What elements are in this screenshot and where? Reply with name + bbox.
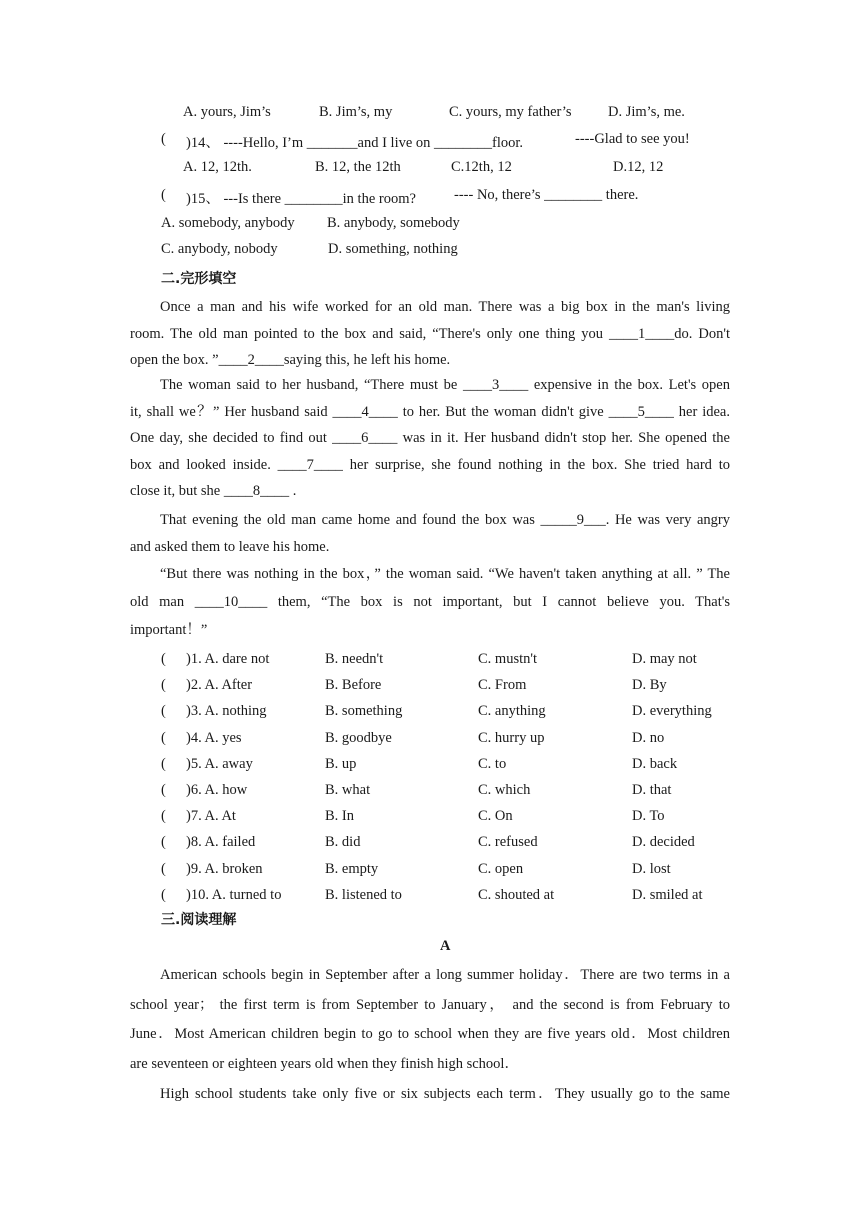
q13-option-c: C. yours, my father’s xyxy=(449,104,572,120)
cloze-option-row xyxy=(0,882,860,908)
option-b: B. Before xyxy=(325,677,382,694)
q13-option-b: B. Jim’s, my xyxy=(319,104,393,120)
text-line: and asked them to leave his home. xyxy=(130,538,330,555)
cloze-option-row xyxy=(0,777,860,803)
text-line: important！” xyxy=(130,622,208,638)
option-d: D. By xyxy=(632,677,667,694)
option-d: D. To xyxy=(632,808,665,825)
option-c: C. hurry up xyxy=(478,729,545,746)
q14-option-c: C.12th, 12 xyxy=(451,159,512,175)
option-paren: ( xyxy=(161,651,166,667)
text-line: The woman said to her husband, “There must be ____3____ expensive in the box. Let's open xyxy=(160,377,730,393)
text-line: One day, she decided to find out ____6____ was in it. Her husband didn't stop her. She opened the xyxy=(130,430,730,446)
option-paren: ( xyxy=(161,808,166,825)
option-b: B. up xyxy=(325,755,357,772)
option-c: C. mustn't xyxy=(478,651,538,667)
option-b: B. goodbye xyxy=(325,729,392,746)
q15-paren: ( xyxy=(161,187,166,203)
cloze-option-row xyxy=(0,646,860,672)
option-c: C. to xyxy=(478,755,507,772)
option-b: B. listened to xyxy=(325,886,402,903)
option-a: )8. A. failed xyxy=(186,834,256,851)
text-line: box and looked inside. ____7____ her surprise, she found nothing in the box. She tried hard to xyxy=(130,456,730,473)
option-c: C. anything xyxy=(478,703,546,720)
option-d: D. lost xyxy=(632,860,671,877)
option-paren: ( xyxy=(161,677,166,694)
cloze-option-row xyxy=(0,672,860,698)
q15-option-d: D. something, nothing xyxy=(328,241,458,257)
option-d: D. everything xyxy=(632,703,712,720)
cloze-heading: 二.完形填空 xyxy=(161,271,237,287)
cloze-option-row xyxy=(0,803,860,829)
text-line: school year； the first term is from September to January， and the second is from February to xyxy=(130,996,730,1013)
q13-option-a: A. yours, Jim’s xyxy=(183,104,271,120)
q14-option-d: D.12, 12 xyxy=(613,159,664,175)
option-a: )10. A. turned to xyxy=(186,886,282,903)
reading-paragraph-1 xyxy=(130,961,730,1079)
cloze-paragraph-1 xyxy=(130,294,730,374)
option-a: )6. A. how xyxy=(186,782,248,798)
option-a: )1. A. dare not xyxy=(186,651,270,667)
option-d: D. smiled at xyxy=(632,886,703,903)
option-d: D. may not xyxy=(632,651,697,667)
text-line: are seventeen or eighteen years old when they finish high school． xyxy=(130,1055,519,1072)
text-line: open the box. ”____2____saying this, he left his home. xyxy=(130,352,451,368)
text-line: close it, but she ____8____ . xyxy=(130,483,297,499)
cloze-paragraph-3 xyxy=(130,507,730,560)
option-paren: ( xyxy=(161,782,166,798)
option-a: )3. A. nothing xyxy=(186,703,267,720)
q14-stem: )14、 ----Hello, I’m _______and I live on ________floor. xyxy=(186,135,524,151)
option-d: D. decided xyxy=(632,834,695,851)
text-line: room. The old man pointed to the box and said, “There's only one thing you ____1____do. Don't xyxy=(130,325,730,342)
text-line: “But there was nothing in the box，” the woman said. “We haven't taken anything at all. ” The xyxy=(160,566,730,582)
option-b: B. In xyxy=(325,808,354,825)
option-a: )9. A. broken xyxy=(186,860,263,877)
text-line: American schools begin in September after a long summer holiday．There are two terms in a xyxy=(160,967,730,983)
option-paren: ( xyxy=(161,860,166,877)
cloze-option-row xyxy=(0,751,860,777)
option-a: )7. A. At xyxy=(186,808,236,825)
q14-reply: ----Glad to see you! xyxy=(575,131,690,147)
cloze-paragraph-4 xyxy=(130,560,730,644)
option-b: B. what xyxy=(325,782,371,798)
option-d: D. that xyxy=(632,782,672,798)
option-c: C. which xyxy=(478,782,531,798)
option-c: C. refused xyxy=(478,834,538,851)
cloze-option-row xyxy=(0,829,860,855)
option-paren: ( xyxy=(161,755,166,772)
q15-option-c: C. anybody, nobody xyxy=(161,241,278,257)
option-a: )2. A. After xyxy=(186,677,253,694)
q14-option-a: A. 12, 12th. xyxy=(183,159,252,175)
q14-option-b: B. 12, the 12th xyxy=(315,159,401,175)
option-a: )5. A. away xyxy=(186,755,253,772)
option-b: B. empty xyxy=(325,860,379,877)
option-d: D. back xyxy=(632,755,678,772)
option-d: D. no xyxy=(632,729,665,746)
q15-option-a: A. somebody, anybody xyxy=(161,215,295,231)
q13-option-d: D. Jim’s, me. xyxy=(608,104,685,120)
option-b: B. something xyxy=(325,703,403,720)
q15-stem: )15、 ---Is there ________in the room? xyxy=(186,191,416,207)
reading-section-label: A xyxy=(440,938,451,954)
reading-paragraph-2 xyxy=(130,1080,730,1110)
reading-heading: 三.阅读理解 xyxy=(161,912,237,928)
q15-option-b: B. anybody, somebody xyxy=(327,215,460,231)
option-b: B. needn't xyxy=(325,651,384,667)
cloze-option-row xyxy=(0,725,860,751)
option-a: )4. A. yes xyxy=(186,729,242,746)
option-paren: ( xyxy=(161,834,166,851)
cloze-option-row xyxy=(0,856,860,882)
cloze-option-row xyxy=(0,698,860,724)
option-c: C. open xyxy=(478,860,524,877)
text-line: High school students take only five or six subjects each term．They usually go to the same xyxy=(160,1086,730,1102)
text-line: old man ____10____ them, “The box is not important, but I cannot believe you. That's xyxy=(130,594,730,610)
q14-paren: ( xyxy=(161,131,166,147)
text-line: That evening the old man came home and found the box was _____9___. He was very angry xyxy=(160,512,730,528)
cloze-paragraph-2 xyxy=(130,372,730,505)
option-paren: ( xyxy=(161,886,166,903)
option-paren: ( xyxy=(161,703,166,720)
option-c: C. From xyxy=(478,677,527,694)
text-line: it, shall we？” Her husband said ____4____ to her. But the woman didn't give ____5____ her idea. xyxy=(130,403,730,420)
text-line: Once a man and his wife worked for an old man. There was a big box in the man's living xyxy=(160,299,730,315)
option-paren: ( xyxy=(161,729,166,746)
text-line: June．Most American children begin to go to school when they are five years old．Most children xyxy=(130,1026,730,1042)
option-c: C. On xyxy=(478,808,513,825)
option-b: B. did xyxy=(325,834,361,851)
q15-reply: ---- No, there’s ________ there. xyxy=(454,187,639,203)
option-c: C. shouted at xyxy=(478,886,555,903)
